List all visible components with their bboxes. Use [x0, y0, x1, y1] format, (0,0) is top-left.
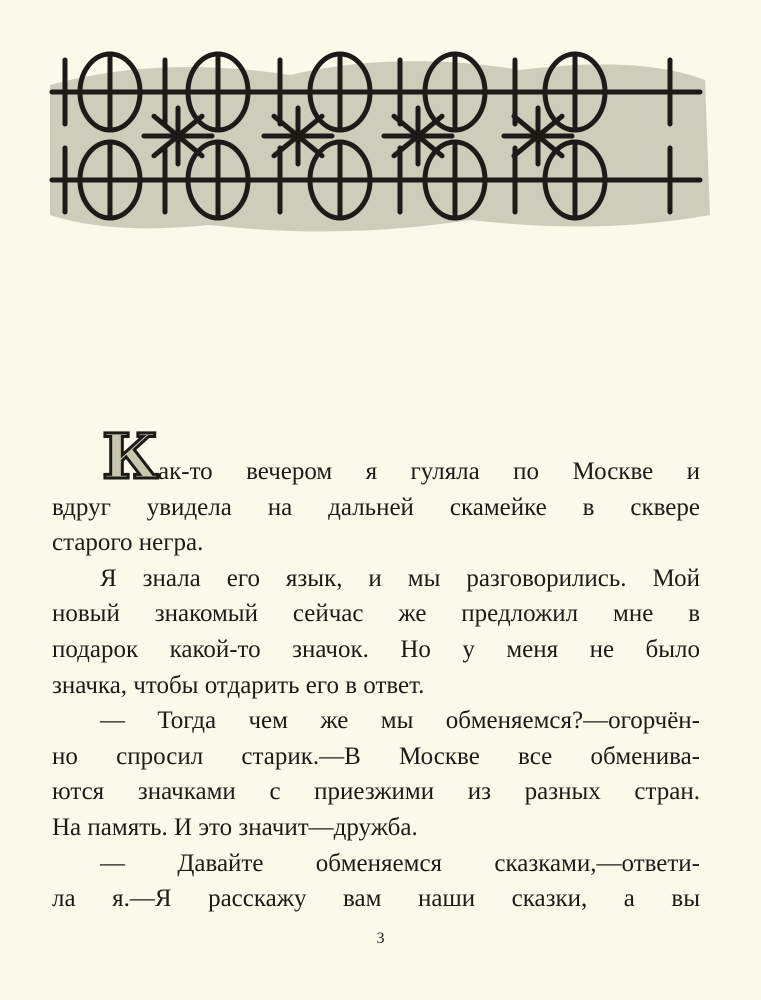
- text-line: но спросил старик.—В Москве все обменива-: [52, 742, 700, 770]
- decorative-ornament-band: [40, 40, 720, 240]
- text-line: — Тогда чем же мы обменяемся?—огорчён-: [100, 707, 700, 735]
- text-line: — Давайте обменяемся сказками,—ответи-: [100, 849, 700, 877]
- text-line: ак-то вечером я гуляла по Москве и: [158, 458, 700, 485]
- body-text: [52, 454, 700, 917]
- text-line: вдруг увидела на дальней скамейке в сквере: [52, 493, 700, 521]
- text-line: На память. И это значит—дружба.: [52, 813, 418, 841]
- drop-cap-glyph: К: [102, 420, 159, 493]
- text-line: подарок какой-то значок. Но у меня не было: [52, 635, 700, 663]
- text-line: значка, чтобы отдарить его в ответ.: [52, 671, 425, 699]
- ink-wash: [50, 61, 710, 231]
- text-line: новый знакомый сейчас же предложил мне в: [52, 600, 700, 628]
- page-number: 3: [376, 930, 385, 947]
- text-line: ла я.—Я расскажу вам наши сказки, а вы: [52, 885, 700, 913]
- text-line: ются значками с приезжими из разных стран.: [52, 778, 700, 806]
- text-line: Я знала его язык, и мы разговорились. Мой: [100, 564, 700, 592]
- text-line: старого негра.: [52, 529, 204, 557]
